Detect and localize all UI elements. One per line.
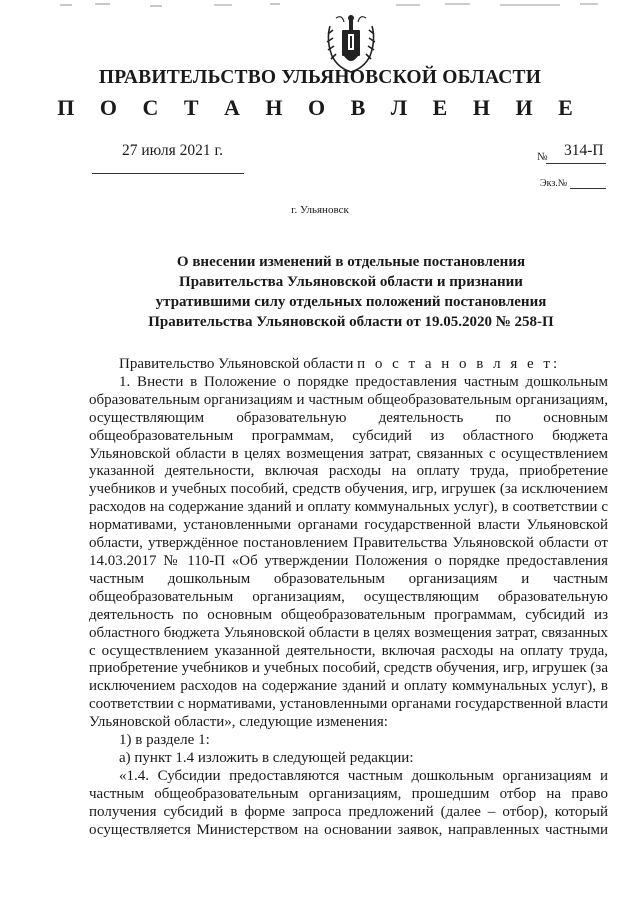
- title-line: утратившими силу отдельных положений постановления: [155, 294, 547, 310]
- item-1-paragraph: 1. Внести в Положение о порядке предоставления частным дошкольным образовательным организациям и частным общеобразовательным организациям, осуществляющим образовательную деятельность по основным общеобразовательным программам, субсидий из областного бюджета Ульяновской области в целях возмещения затрат, связанных с осуществлением указанной деятельности, включая расходы на оплату труда, приобретение учебников и учебных пособий, средств обучения, игр, игрушек (за исключением расходов на содержание зданий и оплату коммунальных услуг), в соответствии с нормативами, установленными органами государственной власти Ульяновской области, утверждённое постановлением Правительства Ульяновской области от 14.03.2017 № 110-П «Об утверждении Положения о порядке предоставления частным дошкольным образовательным организациям и частным общеобразовательным организациям, осуществляющим образовательную деятельность по основным общеобразовательным программам, субсидий из областного бюджета Ульяновской области в целях возмещения затрат, связанных с осуществлением указанной деятельности, включая расходы на оплату труда, приобретение учебников и учебных пособий, средств обучения, игр, игрушек (за исключением расходов на содержание зданий и оплату коммунальных услуг), в соответствии с нормативами, установленными органами государственной власти Ульяновской области», следующие изменения:: [89, 373, 608, 731]
- document-number: 314-П: [564, 142, 604, 159]
- copy-number-underline: [570, 188, 606, 189]
- number-prefix: №: [537, 151, 548, 163]
- number-underline: [546, 163, 606, 164]
- scan-artifact: [0, 0, 640, 9]
- title-line: Правительства Ульяновской области и признании: [179, 274, 523, 290]
- date-underline: [92, 173, 244, 174]
- subitem-1: 1) в разделе 1:: [119, 732, 210, 749]
- quoted-paragraph: «1.4. Субсидии предоставляются частным дошкольным организациям и частным общеобразовательным организациям, прошедшим отбор на право получения субсидий в форме запроса предложений (далее – отбор), который осуществляется Министерством на основании заявок, направленных частными: [89, 767, 608, 838]
- document-type: П О С Т А Н О В Л Е Н И Е: [57, 95, 583, 120]
- title-line: Правительства Ульяновской области от 19.05.2020 № 258-П: [148, 314, 554, 330]
- intro-text: Правительство Ульяновской области: [119, 356, 354, 372]
- copy-number-label: Экз.№: [540, 178, 568, 189]
- document-date: 27 июля 2021 г.: [122, 142, 223, 159]
- resolution-intro: [89, 356, 608, 374]
- document-title: [120, 252, 582, 332]
- document-body: [89, 356, 608, 839]
- title-line: О внесении изменений в отдельные постановления: [176, 254, 526, 270]
- subitem-a: а) пункт 1.4 изложить в следующей редакции:: [119, 749, 414, 766]
- government-name: ПРАВИТЕЛЬСТВО УЛЬЯНОВСКОЙ ОБЛАСТИ: [98, 67, 542, 88]
- city-name: г. Ульяновск: [291, 204, 349, 216]
- intro-resolves: п о с т а н о в л я е т:: [357, 356, 561, 372]
